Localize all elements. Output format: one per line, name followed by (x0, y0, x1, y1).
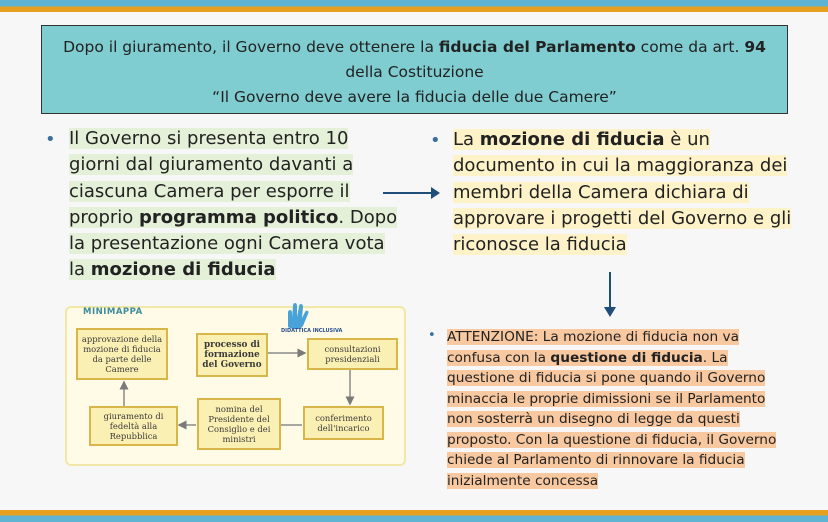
header-box (41, 25, 788, 114)
attention-part2: . La questione di fiducia si pone quando il Governo minaccia le proprie dimissioni se il Parlamento non sosterrà un disegno di legge da questi proposto. Con la questione di fiducia, il Governo chiede al Parlamento di rinnovare la fiducia inizialmente concessa (447, 349, 777, 489)
node-approvazione: approvazione della mozione di fiducia da parte delle Camere (76, 328, 168, 380)
minimap-title: MINIMAPPA (83, 307, 143, 317)
header-line1-text: Dopo il giuramento, il Governo deve ottenere la (63, 38, 439, 56)
node-conferimento: conferimento dell'incarico (303, 406, 384, 440)
header-bold-fiducia: fiducia del Parlamento (438, 38, 636, 56)
bullet-icon: • (45, 129, 56, 150)
top-stripe (0, 0, 828, 12)
node-nomina: nomina del Presidente del Consiglio e dei ministri (197, 398, 281, 450)
minimap (65, 306, 406, 466)
left-bold-programma: programma politico (139, 206, 339, 228)
left-bullet-text (69, 126, 399, 284)
right-arrow-icon (383, 183, 441, 203)
header-article-number: 94 (744, 38, 766, 56)
header-line1-mid: come da art. (635, 38, 745, 56)
left-part2: . Dopo la presentazione ogni Camera vota la (69, 206, 398, 281)
right-bullet-text (453, 127, 793, 258)
attention-part1: ATTENZIONE: La mozione di fiducia non va confusa con la (447, 329, 740, 366)
left-bold-mozione: mozione di fiducia (90, 259, 276, 281)
bullet-icon: • (430, 130, 441, 151)
bottom-stripe (0, 510, 828, 522)
bullet-icon: • (428, 328, 436, 343)
header-quote: “Il Governo deve avere la fiducia delle due Camere” (212, 88, 617, 106)
right-part2: è un documento in cui la maggioranza dei membri della Camera dichiara di approvare i progetti del Governo e gli riconosce la fiducia (453, 129, 792, 256)
down-arrow-icon (600, 272, 620, 318)
node-processo: processo di formazione del Governo (196, 333, 268, 377)
right-part1: La (453, 129, 480, 150)
node-consultazioni: consultazioni presidenziali (307, 338, 398, 370)
logo-caption: DIDATTICA INCLUSIVA (281, 328, 343, 334)
attention-bold-questione: questione di fiducia (550, 349, 703, 366)
attention-text (447, 327, 792, 491)
right-bold-mozione: mozione di fiducia (479, 129, 665, 150)
left-part1: Il Governo si presenta entro 10 giorni dal giuramento davanti a ciascuna Camera per esporre il proprio (69, 128, 354, 228)
header-line2: della Costituzione (345, 63, 484, 81)
node-giuramento: giuramento di fedeltà alla Repubblica (89, 406, 178, 446)
